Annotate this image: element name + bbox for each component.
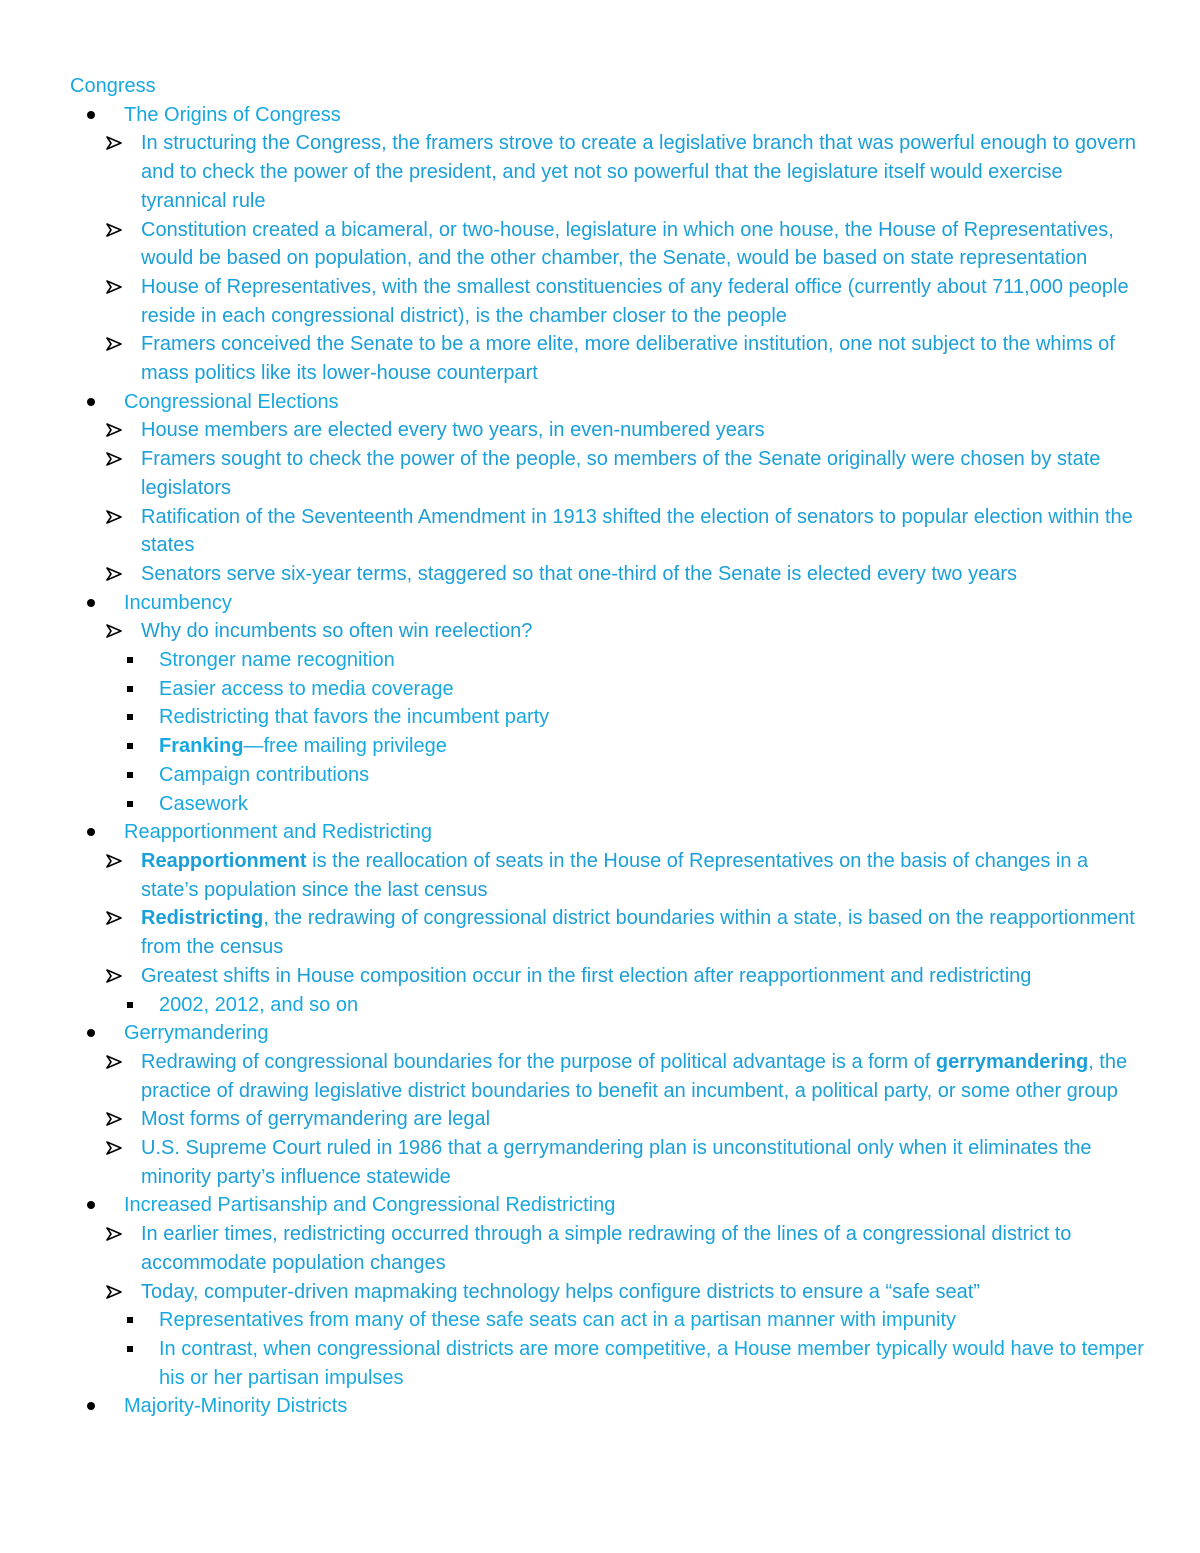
list-item: Greatest shifts in House composition occur in the first election after reapportionment and redistricting <box>70 962 1145 991</box>
section-heading: Majority-Minority Districts <box>70 1392 1145 1421</box>
arrow-bullet-icon <box>106 560 141 589</box>
section-heading: Increased Partisanship and Congressional Redistricting <box>70 1191 1145 1220</box>
arrow-bullet-icon <box>106 503 141 532</box>
arrow-bullet-icon <box>106 330 141 359</box>
arrow-bullet-icon <box>106 129 141 158</box>
key-term: Redistricting <box>141 907 264 930</box>
sub-list-item: In contrast, when congressional districts are more competitive, a House member typically would have to temper his or her partisan impulses <box>70 1335 1145 1392</box>
arrow-bullet-icon <box>106 416 141 445</box>
page-title: Congress <box>70 75 156 97</box>
bullet-dot-icon <box>86 818 124 847</box>
bullet-dot-icon <box>86 1191 124 1220</box>
square-bullet-icon <box>125 732 159 761</box>
sub-list-item: Redistricting that favors the incumbent party <box>70 703 1145 732</box>
square-bullet-icon <box>125 790 159 819</box>
sub-list-item: Campaign contributions <box>70 761 1145 790</box>
arrow-bullet-icon <box>106 216 141 245</box>
arrow-bullet-icon <box>106 445 141 474</box>
list-item: Constitution created a bicameral, or two-house, legislature in which one house, the House of Representatives, would be based on population, and the other chamber, the Senate, would be based on state representation <box>70 216 1145 273</box>
sub-list-item: 2002, 2012, and so on <box>70 991 1145 1020</box>
list-item: Most forms of gerrymandering are legal <box>70 1105 1145 1134</box>
list-item: U.S. Supreme Court ruled in 1986 that a gerrymandering plan is unconstitutional only when it eliminates the minority party’s influence statewide <box>70 1134 1145 1191</box>
key-term: Franking <box>159 735 244 758</box>
sub-list-item: Casework <box>70 790 1145 819</box>
square-bullet-icon <box>125 1306 159 1335</box>
sub-list-item: Easier access to media coverage <box>70 675 1145 704</box>
list-item: Redrawing of congressional boundaries for the purpose of political advantage is a form of gerrymandering, the practice of drawing legislative district boundaries to benefit an incumbent, a political party, or some other group <box>70 1048 1145 1105</box>
list-item: Senators serve six-year terms, staggered so that one-third of the Senate is elected every two years <box>70 560 1145 589</box>
square-bullet-icon <box>125 703 159 732</box>
section-heading: Gerrymandering <box>70 1019 1145 1048</box>
bullet-dot-icon <box>86 589 124 618</box>
list-item: Framers conceived the Senate to be a more elite, more deliberative institution, one not subject to the whims of mass politics like its lower-house counterpart <box>70 330 1145 387</box>
section-heading: Congressional Elections <box>70 388 1145 417</box>
square-bullet-icon <box>125 646 159 675</box>
document-body <box>70 72 1145 1421</box>
square-bullet-icon <box>125 1335 159 1364</box>
arrow-bullet-icon <box>106 1278 141 1307</box>
square-bullet-icon <box>125 675 159 704</box>
list-item: Redistricting, the redrawing of congressional district boundaries within a state, is based on the reapportionment from the census <box>70 904 1145 961</box>
arrow-bullet-icon <box>106 962 141 991</box>
bullet-dot-icon <box>86 1019 124 1048</box>
square-bullet-icon <box>125 761 159 790</box>
bullet-dot-icon <box>86 388 124 417</box>
list-item: Why do incumbents so often win reelection? <box>70 617 1145 646</box>
arrow-bullet-icon <box>106 904 141 933</box>
list-item: House members are elected every two years, in even-numbered years <box>70 416 1145 445</box>
sub-list-item: Stronger name recognition <box>70 646 1145 675</box>
list-item: Reapportionment is the reallocation of seats in the House of Representatives on the basis of changes in a state’s population since the last census <box>70 847 1145 904</box>
arrow-bullet-icon <box>106 1105 141 1134</box>
arrow-bullet-icon <box>106 1048 141 1077</box>
section-heading: The Origins of Congress <box>70 101 1145 130</box>
sub-list-item: Representatives from many of these safe seats can act in a partisan manner with impunity <box>70 1306 1145 1335</box>
square-bullet-icon <box>125 991 159 1020</box>
key-term: Reapportionment <box>141 849 307 872</box>
arrow-bullet-icon <box>106 617 141 646</box>
arrow-bullet-icon <box>106 847 141 876</box>
list-item: Today, computer-driven mapmaking technology helps configure districts to ensure a “safe seat” <box>70 1278 1145 1307</box>
list-item: In earlier times, redistricting occurred through a simple redrawing of the lines of a congressional district to accommodate population changes <box>70 1220 1145 1277</box>
list-item: In structuring the Congress, the framers strove to create a legislative branch that was powerful enough to govern and to check the power of the president, and yet not so powerful that the legislature itself would exercise tyrannical rule <box>70 129 1145 215</box>
list-item: House of Representatives, with the smallest constituencies of any federal office (currently about 711,000 people reside in each congressional district), is the chamber closer to the people <box>70 273 1145 330</box>
list-item: Ratification of the Seventeenth Amendment in 1913 shifted the election of senators to popular election within the states <box>70 503 1145 560</box>
bullet-dot-icon <box>86 1392 124 1421</box>
section-heading: Reapportionment and Redistricting <box>70 818 1145 847</box>
arrow-bullet-icon <box>106 1134 141 1163</box>
arrow-bullet-icon <box>106 273 141 302</box>
list-item: Framers sought to check the power of the people, so members of the Senate originally were chosen by state legislators <box>70 445 1145 502</box>
bullet-dot-icon <box>86 101 124 130</box>
key-term: gerrymandering <box>935 1050 1089 1073</box>
sub-list-item: Franking—free mailing privilege <box>70 732 1145 761</box>
section-heading: Incumbency <box>70 589 1145 618</box>
arrow-bullet-icon <box>106 1220 141 1249</box>
